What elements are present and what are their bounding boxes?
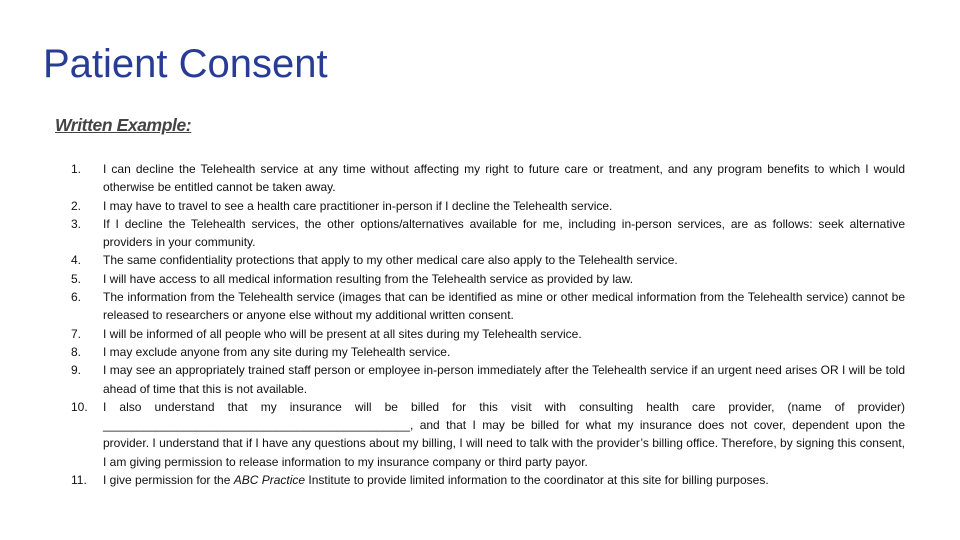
item-text: I can decline the Telehealth service at any time without affecting my right to future care or treatment, and any program benefits to which I would otherwise be entitled cannot be taken away. — [103, 162, 905, 195]
item-text: I will be informed of all people who will be present at all sites during my Telehealth service. — [103, 326, 582, 341]
item-number: 6. — [71, 290, 82, 305]
item-number: 7. — [71, 326, 82, 341]
page-title: Patient Consent — [43, 42, 328, 86]
item-text: If I decline the Telehealth services, the other options/alternatives available for me, including in-person services, are as follows: seek alternative providers in your community. — [103, 216, 905, 250]
item-number: 4. — [71, 253, 82, 268]
item-number: 11. — [71, 473, 87, 488]
item-text: The information from the Telehealth service (images that can be identified as mine or other medical information from the Telehealth service) cannot be released to researchers or anyone else without my additional written consent. — [103, 290, 905, 323]
item-text: I give permission for the — [103, 473, 234, 488]
item-number: 9. — [71, 363, 82, 378]
item-number: 2. — [71, 198, 82, 213]
item-number: 3. — [71, 216, 82, 231]
list-item — [65, 343, 905, 361]
item-number: 10. — [71, 399, 88, 414]
item-text: I may see an appropriately trained staff person or employee in-person immediately after the Telehealth service if an urgent need arises OR I will be told ahead of time that this is not available. — [103, 363, 905, 396]
list-item — [65, 361, 905, 398]
list-item — [65, 251, 905, 269]
item-number: 1. — [71, 162, 82, 176]
list-item — [65, 398, 905, 471]
list-item — [65, 471, 905, 489]
item-text: I will have access to all medical information resulting from the Telehealth service as provided by law. — [103, 271, 634, 286]
item-number: 8. — [71, 344, 82, 359]
list-item — [65, 325, 905, 343]
item-text: The same confidentiality protections that apply to my other medical care also apply to the Telehealth service. — [103, 253, 678, 268]
section-subtitle: Written Example: — [55, 115, 192, 135]
list-item — [65, 215, 905, 252]
item-text: Institute to provide limited information to the coordinator at this site for billing purposes. — [305, 473, 769, 488]
list-item — [65, 197, 905, 215]
list-item — [65, 288, 905, 325]
item-text: I also understand that my insurance will be billed for this visit with consulting health care provider, (name of provider) ______________________________________________, and that I may be billed for what my insurance does not cover, dependent upon the provider. I understand that if I have any questions about my billing, I will need to talk with the provider’s billing office. Therefore, by signing this consent, I am giving permission to release information to my insurance company or third party payor. — [103, 399, 905, 469]
item-text: I may have to travel to see a health care practitioner in-person if I decline the Telehealth service. — [103, 198, 613, 213]
consent-list — [65, 160, 905, 489]
list-item — [65, 270, 905, 288]
item-number: 5. — [71, 271, 82, 286]
list-item — [65, 160, 905, 197]
item-text: I may exclude anyone from any site during my Telehealth service. — [103, 344, 451, 359]
practice-name: ABC Practice — [233, 473, 306, 488]
